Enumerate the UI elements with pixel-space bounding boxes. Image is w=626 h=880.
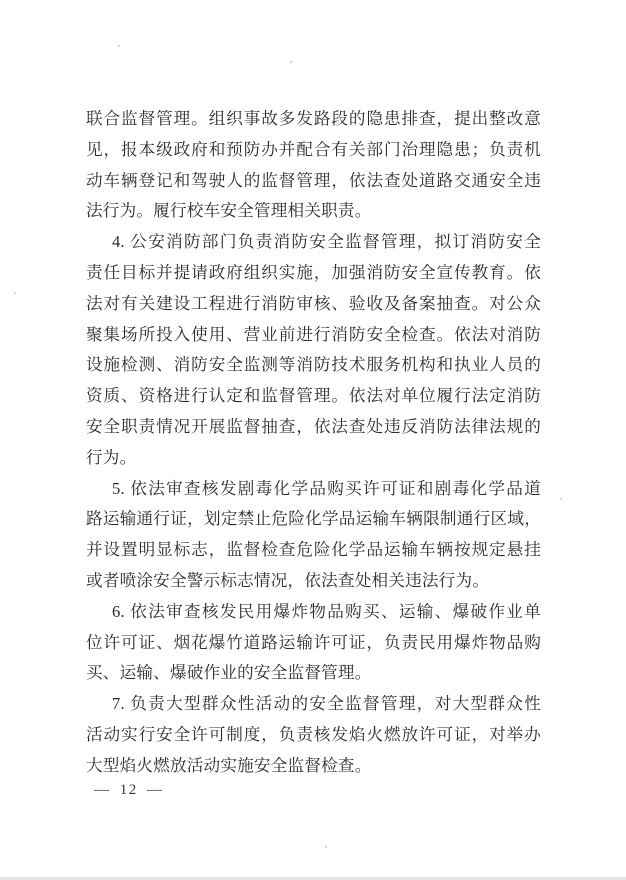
text-line: 聚集场所投入使用、营业前进行消防安全检查。依法对消防	[86, 324, 541, 344]
paragraph	[86, 474, 541, 597]
scan-speck	[290, 61, 292, 63]
text-line: 设施检测、消防安全监测等消防技术服务机构和执业人员的	[86, 355, 541, 375]
text-line: 资质、资格进行认定和监督管理。依法对单位履行法定消防	[86, 386, 541, 406]
scan-speck	[560, 498, 562, 500]
text-line: 7. 负责大型群众性活动的安全监督管理，对大型群众性	[112, 694, 541, 714]
text-line: 买、运输、爆破作业的安全监督管理。	[86, 663, 372, 683]
text-line: 见，报本级政府和预防办并配合有关部门治理隐患；负责机	[86, 139, 541, 159]
text-line: 行为。	[86, 447, 137, 467]
text-line: 法行为。履行校车安全管理相关职责。	[86, 201, 372, 221]
text-line: 5. 依法审查核发剧毒化学品购买许可证和剧毒化学品道	[112, 478, 541, 498]
paragraph	[86, 689, 541, 781]
text-line: 6. 依法审查核发民用爆炸物品购买、运输、爆破作业单	[112, 601, 541, 621]
scan-speck	[118, 45, 120, 47]
text-line: 动车辆登记和驾驶人的监督管理，依法查处道路交通安全违	[86, 170, 541, 190]
paragraph	[86, 227, 541, 473]
scan-speck	[325, 846, 327, 848]
page-number: — 12 —	[94, 782, 164, 798]
scan-speck	[14, 292, 16, 294]
text-line: 大型焰火燃放活动实施安全监督检查。	[86, 755, 372, 775]
text-line: 联合监督管理。组织事故多发路段的隐患排查，提出整改意	[86, 109, 541, 128]
text-line: 责任目标并提请政府组织实施，加强消防安全宣传教育。依	[86, 262, 541, 282]
text-line: 法对有关建设工程进行消防审核、验收及备案抽查。对公众	[86, 293, 541, 313]
text-line: 4. 公安消防部门负责消防安全监督管理，拟订消防安全	[112, 232, 541, 252]
text-line: 并设置明显标志，监督检查危险化学品运输车辆按规定悬挂	[86, 540, 541, 560]
text-line: 位许可证、烟花爆竹道路运输许可证，负责民用爆炸物品购	[86, 632, 541, 652]
paragraph	[86, 597, 541, 689]
text-line: 或者喷涂安全警示标志情况，依法查处相关违法行为。	[86, 570, 490, 590]
text-line: 安全职责情况开展监督抽查，依法查处违反消防法律法规的	[86, 416, 541, 436]
text-line: 活动实行安全许可制度，负责核发焰火燃放许可证，对举办	[86, 724, 541, 744]
text-line: 路运输通行证，划定禁止危险化学品运输车辆限制通行区域，	[86, 509, 541, 529]
paragraph	[86, 104, 541, 227]
text-block	[86, 104, 541, 782]
